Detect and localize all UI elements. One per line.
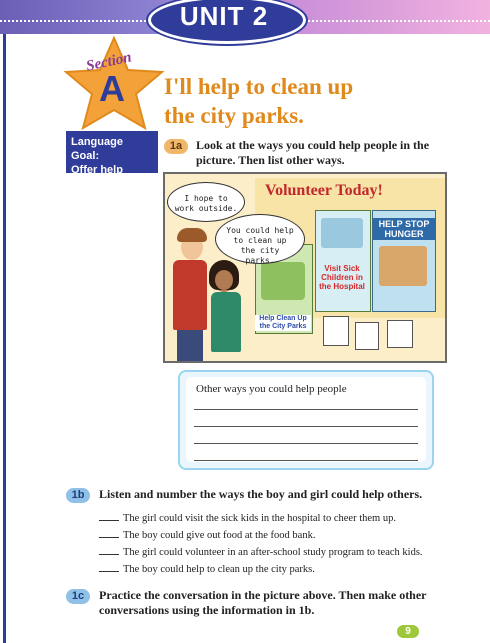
banner-volunteer: Volunteer Today! [265,182,383,199]
flyer-3 [387,320,413,348]
instruction-1b: Listen and number the ways the boy and girl could help others. [99,487,423,501]
instruction-1c [99,588,469,618]
unit-title: UNIT 2 [179,1,269,31]
badge-1a: 1a [164,139,188,154]
answer-blank[interactable] [99,537,119,538]
list-item-1b-3 [99,546,423,559]
boy-shirt [173,260,207,330]
park-scene [261,262,305,300]
poster-hunger-text: HELP STOP HUNGER [373,218,435,240]
badge-1b: 1b [66,488,90,503]
list-item-1b-1 [99,512,396,525]
language-goal-text: Offer help [71,164,123,176]
instruction-1c-line-1: Practice the conversation in the picture above. Then make other [99,588,427,602]
hospital-bed-scene [321,218,363,248]
list-item-text: The boy could help to clean up the city parks. [123,564,315,575]
title-line-1: I'll help to clean up [164,74,354,99]
list-item-1b-4 [99,563,315,576]
list-item-text: The girl could visit the sick kids in the hospital to cheer them up. [123,513,396,524]
answer-line-3[interactable] [194,443,418,444]
boy-jeans [177,330,203,363]
language-goal-box [66,131,158,176]
boy-hair [177,228,207,242]
answer-blank[interactable] [99,520,119,521]
instruction-1a [196,138,456,168]
answer-line-1[interactable] [194,409,418,410]
list-item-text: The girl could volunteer in an after-school study program to teach kids. [123,547,423,558]
speech-bubble-boy: I hope to work outside. [167,182,245,222]
poster-park-text: Help Clean Up the City Parks [255,315,311,331]
answer-line-2[interactable] [194,426,418,427]
margin-rule [3,34,6,643]
instruction-1a-line-2: picture. Then list other ways. [196,153,345,167]
girl-face [215,270,233,290]
page-number: 9 [397,625,419,638]
badge-1c: 1c [66,589,90,604]
section-word: Section [84,49,133,75]
answer-line-4[interactable] [194,460,418,461]
flyer-2 [355,322,379,350]
instruction-1c-line-2: conversations using the information in 1b. [99,603,315,617]
girl-shirt [211,292,241,352]
answer-box-label: Other ways you could help people [196,383,347,395]
page-title [164,72,464,130]
flyer-1 [323,316,349,346]
poster-hospital-text: Visit Sick Children in the Hospital [319,264,365,291]
title-line-2: the city parks. [164,103,304,128]
food-bank-scene [379,246,427,286]
section-letter: A [99,68,125,109]
volunteer-illustration [163,172,447,363]
list-item-text: The boy could give out food at the food bank. [123,530,316,541]
instruction-1a-line-1: Look at the ways you could help people in the [196,138,430,152]
list-item-1b-2 [99,529,315,542]
speech-bubble-girl: You could help to clean up the city parks. [215,214,305,264]
answer-box [178,370,434,470]
answer-blank[interactable] [99,571,119,572]
language-goal-label: Language Goal: [71,136,123,162]
answer-blank[interactable] [99,554,119,555]
answer-box-inner [186,377,426,462]
